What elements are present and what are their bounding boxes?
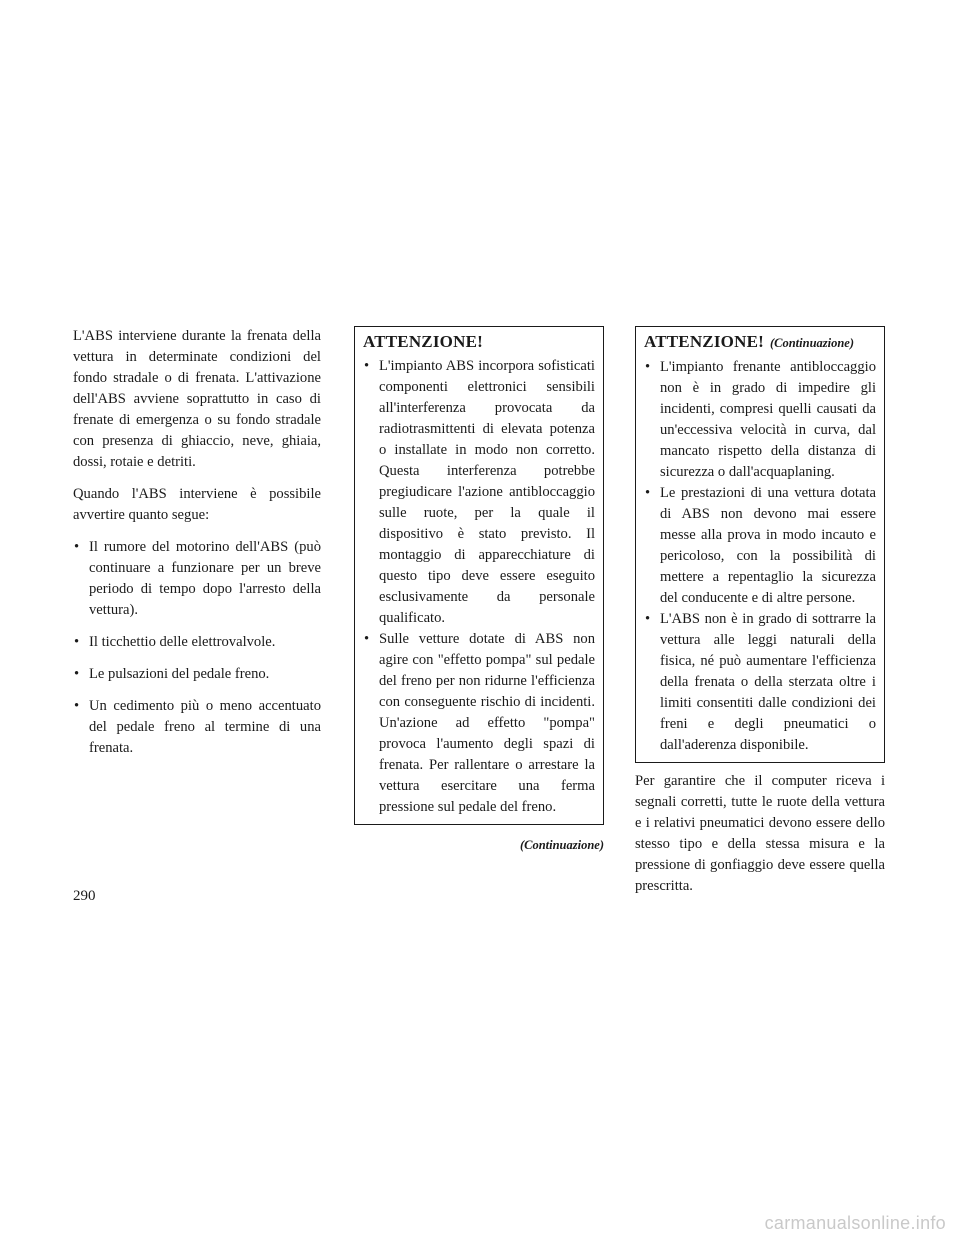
list-item: • L'impianto frenante antibloccaggio non è in grado di impedire gli incidenti, compresi quelli causati da un'eccessiva velocità in curva, dal mancato rispetto della distanza di sicurezza o dall'acquaplaning. [644,357,876,483]
abs-effects-intro: Quando l'ABS interviene è possibile avvertire quanto segue: [73,486,321,523]
list-item: • L'impianto ABS incorpora sofisticati componenti elettronici sensibili all'interferenza provocata da radiotrasmittenti di elevata potenza o installate in modo non corretto. Questa interferenza potrebbe pregiudicare l'azione antibloccaggio sulle ruote, per la quale il dispositivo è stato previsto. Il montaggio di apparecchiature di questo tipo deve essere eseguito esclusivamente da personale qualificato. [363,356,595,629]
warning-box [354,326,604,825]
list-item: • Le pulsazioni del pedale freno. [73,664,321,685]
tire-requirements-paragraph: Per garantire che il computer riceva i segnali corretti, tutte le ruote della vettura e i relativi pneumatici devono essere dello stesso tipo e della stessa misura e la pressione di gonfiaggio deve essere quella prescritta. [635,773,885,894]
list-item: • Un cedimento più o meno accentuato del pedale freno al termine di una frenata. [73,696,321,759]
column-middle [354,326,604,856]
watermark: carmanualsonline.info [764,1213,946,1233]
warning-list [363,356,595,818]
continued-label: (Continuazione) [519,838,604,852]
column-right [635,326,885,908]
list-item: • Il rumore del motorino dell'ABS (può continuare a funzionare per un breve periodo di tempo dopo l'arresto della vettura). [73,537,321,621]
abs-intro-paragraph: L'ABS interviene durante la frenata della vettura in determinate condizioni del fondo stradale o di frenata. L'attivazione dell'ABS avviene soprattutto in caso di frenate di emergenza o su fondo stradale con presenza di ghiaccio, neve, ghiaia, dossi, rotaie e detriti. [73,328,321,470]
list-item: • Le prestazioni di una vettura dotata di ABS non devono mai essere messe alla prova in modo incauto e pericoloso, con la possibilità di mettere a repentaglio la sicurezza del conducente e di altre persone. [644,483,876,609]
list-item: • Il ticchettio delle elettrovalvole. [73,632,321,653]
list-item: • L'ABS non è in grado di sottrarre la vettura alle leggi naturali della fisica, né può aumentare l'efficienza della frenata o della sterzata oltre i limiti consentiti dalle condizioni dei freni e degli pneumatici o dall'aderenza disponibile. [644,609,876,756]
continued-label: (Continuazione) [769,336,855,350]
warning-title: ATTENZIONE! (Continuazione) [644,332,855,351]
warning-title: ATTENZIONE! [363,332,483,351]
abs-effects-list [73,537,321,759]
warning-list [644,357,876,756]
list-item: • Sulle vetture dotate di ABS non agire con "effetto pompa" sul pedale del freno per non ridurne l'efficienza con conseguente rischio di incidenti. Un'azione ad effetto "pompa" provoca l'aumento degli spazi di frenata. Per rallentare o arrestare la vettura esercitare una ferma pressione sul pedale del freno. [363,629,595,818]
column-left [73,326,321,770]
warning-box-continued [635,326,885,763]
page-number: 290 [73,888,96,904]
